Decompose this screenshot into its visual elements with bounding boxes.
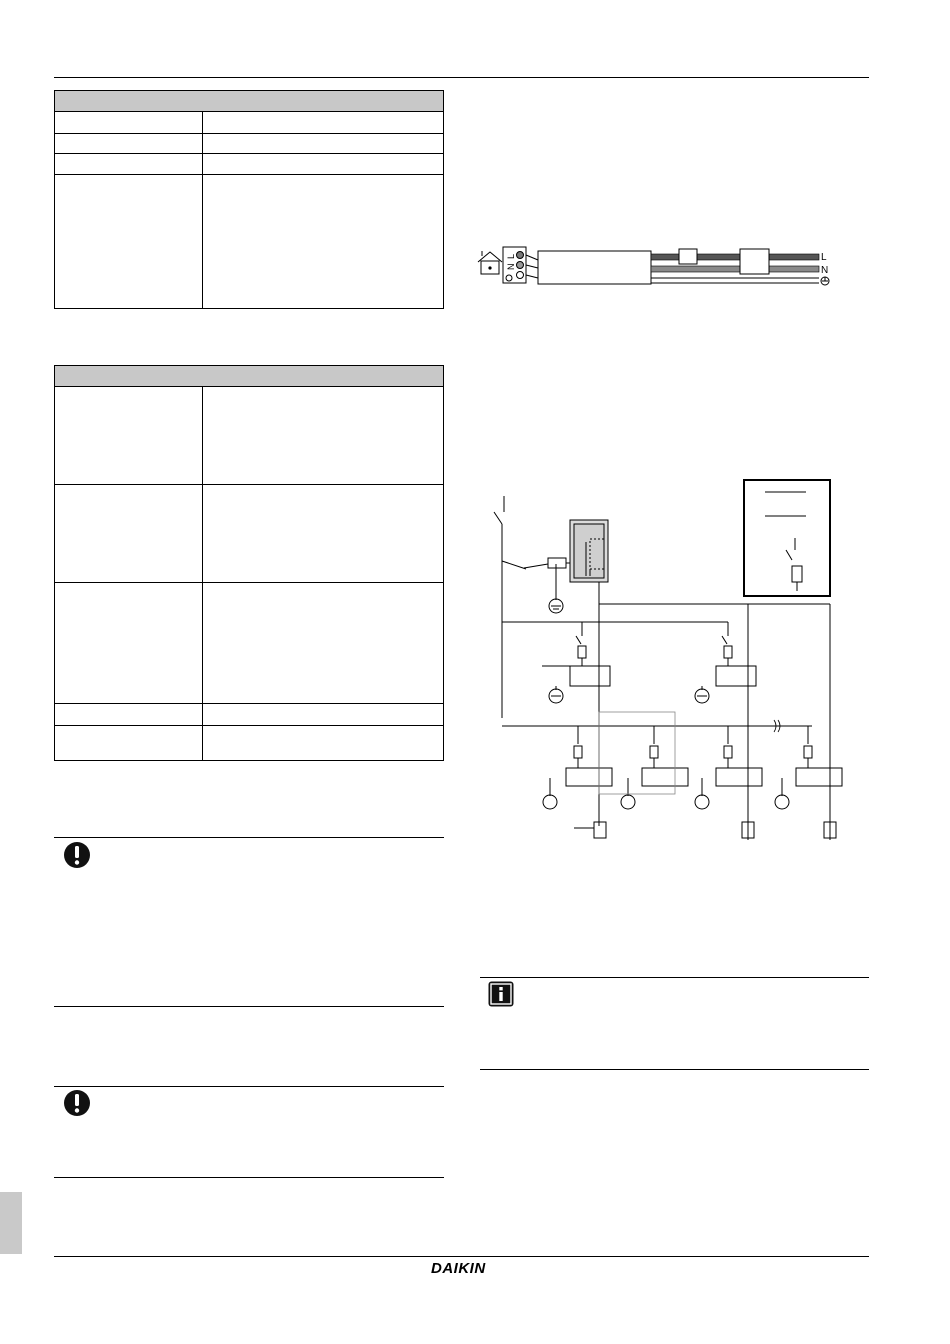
- table-row: [55, 154, 443, 175]
- info-icon: [488, 981, 514, 1007]
- spec-table-2: [54, 365, 444, 761]
- exclamation-icon: [63, 841, 91, 869]
- notice-rule-top: [54, 1086, 444, 1087]
- table-row: [55, 726, 443, 760]
- terminal-label-n: N: [506, 263, 516, 270]
- table-row: [55, 134, 443, 154]
- exclamation-icon: [63, 1089, 91, 1117]
- notice-rule-top: [480, 977, 869, 978]
- side-tab: [0, 1192, 22, 1254]
- line-label-l: L: [821, 252, 827, 263]
- table-header: [55, 366, 443, 387]
- notice-rule-bottom: [54, 1177, 444, 1178]
- notice-rule-top: [54, 837, 444, 838]
- table-row: [55, 112, 443, 134]
- header-rule: [54, 77, 869, 78]
- notice-rule-bottom: [480, 1069, 869, 1070]
- notice-rule-bottom: [54, 1006, 444, 1007]
- footer-rule: [54, 1256, 869, 1257]
- line-label-n: N: [821, 265, 829, 276]
- wiring-diagram-2: [490, 476, 850, 846]
- table-row: [55, 704, 443, 726]
- table-row: [55, 485, 443, 583]
- table-row: [55, 583, 443, 704]
- spec-table-1: [54, 90, 444, 309]
- daikin-logo: DAIKIN: [431, 1260, 486, 1277]
- table-header: [55, 91, 443, 112]
- table-row: [55, 387, 443, 485]
- house-icon: [478, 251, 502, 274]
- terminal-label-l: L: [506, 253, 516, 259]
- ground-icon: [821, 277, 829, 285]
- wiring-diagram-1: [476, 240, 846, 295]
- table-row: [55, 175, 443, 308]
